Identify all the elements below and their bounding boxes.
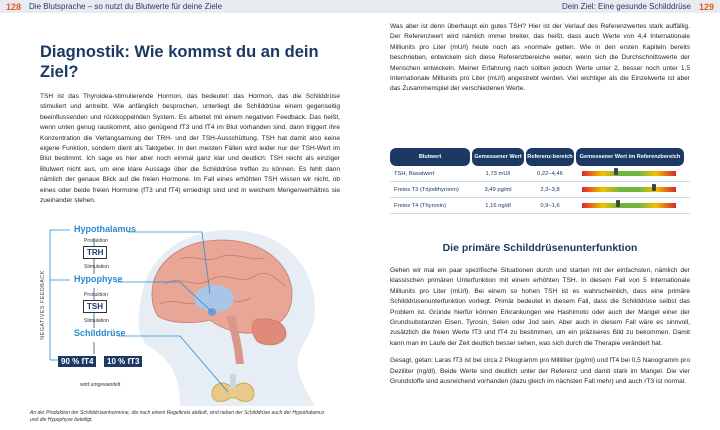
right-intro-paragraph: Was aber ist denn überhaupt ein gutes TSH? Hier ist der Verlauf des Referenzwertes stark auffällig. Der Referenzwert wird nämlich immer breiter, das heißt, dass auch Werte von 4,4 Internationale Milliunits pro Liter (mU/l) heute noch als »normal« gelten. Wie in den ersten Kapiteln bereits beschrieben, entwickeln sich diese Referenzbereiche weiter, wenn sich die Durchschnittswerte der Menschen entwickeln. Meiner Erfahrung nach sollten jedoch Werte unter 2, besser noch unter 1,5 Internationale Milliunits pro Liter (mU/l) angestrebt werden. Viel wichtiger als die Einzelwerte ist aber das Zusammenspiel der verschiedenen Werte. [390,23,690,93]
head-brain-graphic [30,224,345,406]
hypophyse-label: Hypophyse [74,274,123,284]
right-running-title: Dein Ziel: Eine gesunde Schilddrüse [562,2,691,11]
col-header-blutwert: Blutwert [390,148,470,166]
row-name: Freies T3 (Trijodthyronin) [394,186,459,193]
negative-feedback-label: NEGATIVES FEEDBACK [40,270,46,340]
row-range: 0,22–4,46 [537,170,563,177]
row-name: Freies T4 (Thyroxin) [394,202,447,209]
section-heading: Diagnostik: Wie kommst du an dein Ziel? [40,43,319,81]
tsh-box: TSH [83,300,107,313]
stimulation-label: Stimulation [84,264,109,270]
range-bar [582,187,676,192]
range-marker [614,168,618,175]
col-header-reference: Referenz-bereich [526,148,574,166]
left-paragraph: TSH ist das Thyroidea-stimulierende Hormon, das bedeutet: das Hormon, das die Schilddrüse stimuliert und antreibt. Wie anfänglich besprochen, unterliegt die Schilddrüse einem gegenseitig beeinflussenden und rückkoppelnden System. Es arbeitet mit einem negativen Feedback. Das heißt, wenn unten genug rauskommt, also genügend fT3 und fT4 im Blut vorhanden sind, dann triggert ihre Konzentration die Verlangsamung der TRH- und der TSH-Ausschüttung. TSH hat damit also keine eigene Funktion, sondern dient als Taktgeber. In den meisten Fällen wird leider nur der TSH-Wert im Blut bestimmt. Ich sage es hier aber noch einmal ganz klar und deutlich: TSH reicht als einziger Blutwert nicht aus, um eine klare Aussage über die Schilddrüse treffen zu können. Es fehlt dann nämlich der genaue Blick auf die freien Hormone. Im Fall eines erhöhten TSH wissen wir nicht, ob eines oder beide freien Hormone (fT3 und fT4) erniedrigt sind und in welchem Mengenverhältnis sie zueinander stehen. [40,93,340,205]
hypothalamus-label: Hypothalamus [74,224,137,234]
right-paragraph-1: Gehen wir mal ein paar spezifische Situationen durch und starten mit der einfachsten, nämlich der klassischen primären Unterfunktion mit einem erhöhten TSH. In diesem Fall von 5 Internationale Milliunits pro Liter (mU/l). Bei einem so hohen TSH ist es wahrscheinlich, dass eine primäre Schilddrüsenunterfunktion vorliegt. Primär bedeutet in diesem Fall, dass die Schilddrüse selbst das Problem ist. Gründe hierfür können Erkrankungen wie Hashimoto oder auch der Mangel einer der Grundsubstanzen Eisen, Tyrosin, Selen oder Jod sein. Aber auch in diesem Fall wäre es sinnvoll, zusätzlich die freien Werte fT3 und fT4 zu bestimmen, um ein präziseres Bild zu bekommen. Damit kann man im Laufe der Zeit deutlich besser sehen, was sich durch die Therapie verändert hat. [390,267,690,347]
row-range: 0,9–1,6 [540,202,560,209]
row-name: TSH, Basalwert [394,170,435,177]
right-page-number: 129 [698,1,714,12]
subheading: Die primäre Schilddrüsenunterfunktion [442,242,638,254]
row-range: 2,3–3,8 [540,186,560,193]
table-row [390,166,690,182]
left-column [40,22,340,206]
row-value: 3,49 pg/ml [484,186,512,193]
conversion-note: wird umgewandelt [80,382,121,388]
ft4-box: 90 % fT4 [58,356,96,367]
left-page-header [0,0,360,13]
right-paragraph-2: Gesagt, getan: Laras fT3 ist bei circa 2 Pikogramm pro Milliliter (pg/ml) und fT4 bei 0,5 Nanogramm pro Deziliter (ng/dl). Beide Werte sind deutlich unter der Referenz und damit stark im Mangel. Die vier Grundstoffe sind ausreichend vorhanden (dazu gleich im nächsten Fall mehr) und auch rT3 ist normal. [390,357,690,386]
trh-box: TRH [83,246,107,259]
col-header-position: Gemessener Wert im Referenzbereich [576,148,684,166]
feedback-illustration [30,224,345,406]
table-header [390,148,690,166]
row-value: 1,16 ng/dl [485,202,511,209]
production-label-2: Produktion [84,292,108,298]
range-bar [582,171,676,176]
range-marker [616,200,620,207]
schilddruese-label: Schilddrüse [74,328,126,338]
table-row [390,198,690,214]
col-header-measured: Gemessener Wert [472,148,524,166]
right-page-header [360,0,720,13]
left-running-title: Die Blutsprache – so nutzt du Blutwerte für deine Ziele [29,2,223,11]
right-column [390,22,690,95]
range-marker [652,184,656,191]
production-label: Produktion [84,238,108,244]
row-value: 1,73 mU/l [485,170,511,177]
figure-caption: An der Produktion der Schilddrüsenhormone, die nach einem Regelkreis abläuft, sind neben der Schilddrüse auch der Hypothalamus und die Hypophyse beteiligt. [30,410,325,423]
range-bar [582,203,676,208]
page-header [0,0,720,13]
ft3-box: 10 % fT3 [104,356,142,367]
stimulation-label-2: Stimulation [84,318,109,324]
table-row [390,182,690,198]
left-page-number: 128 [6,1,22,12]
right-lower-text [390,266,690,387]
blood-value-table [390,148,690,214]
